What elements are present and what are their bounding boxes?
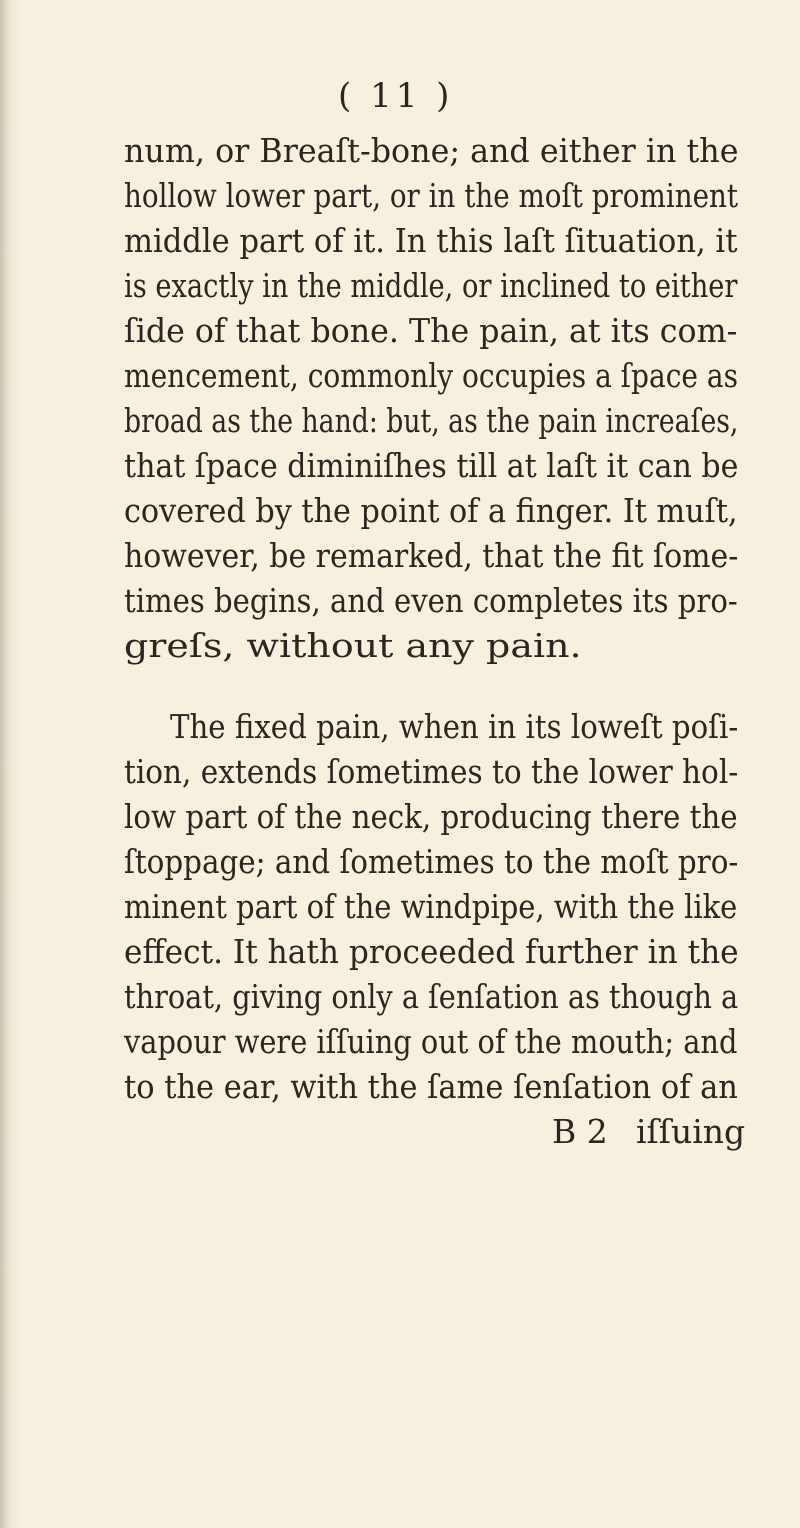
text-line: mencement, commonly occupies a ſpace as [124, 356, 738, 395]
text-line: however, be remarked, that the fit ſome- [124, 536, 739, 575]
text-line: hollow lower part, or in the moſt prominent [124, 176, 739, 215]
text-line: to the ear, with the ſame ſenſation of an [124, 1067, 738, 1106]
text-line: times begins, and even completes its pro- [124, 581, 738, 620]
text-line: greſs, without any pain. [124, 626, 582, 665]
signature-mark: B 2 [552, 1112, 608, 1151]
text-line: that ſpace diminiſhes till at laſt it can be [124, 446, 739, 485]
text-line: tion, extends ſometimes to the lower hol- [124, 752, 739, 791]
text-line: ſtoppage; and ſometimes to the moſt pro- [124, 842, 739, 881]
text-line: num, or Breaſt-bone; and either in the [124, 131, 739, 170]
page-number: ( 11 ) [338, 76, 454, 116]
text-line: minent part of the windpipe, with the like [124, 887, 738, 926]
text-line: middle part of it. In this laſt ſituation, it [124, 221, 738, 260]
catchword: iſſuing [636, 1112, 746, 1151]
text-line: throat, giving only a ſenſation as though a [124, 977, 739, 1016]
text-line: is exactly in the middle, or inclined to either [124, 266, 738, 305]
text-line: broad as the hand: but, as the pain increaſes, [124, 401, 739, 440]
text-line: low part of the neck, producing there the [124, 797, 738, 836]
text-line: effect. It hath proceeded further in the [124, 932, 739, 971]
text-line: vapour were iſſuing out of the mouth; and [124, 1022, 738, 1061]
text-line: covered by the point of a finger. It muſt, [124, 491, 738, 530]
text-line: ſide of that bone. The pain, at its com- [124, 311, 738, 350]
text-line: The fixed pain, when in its loweſt poſi- [170, 707, 739, 746]
